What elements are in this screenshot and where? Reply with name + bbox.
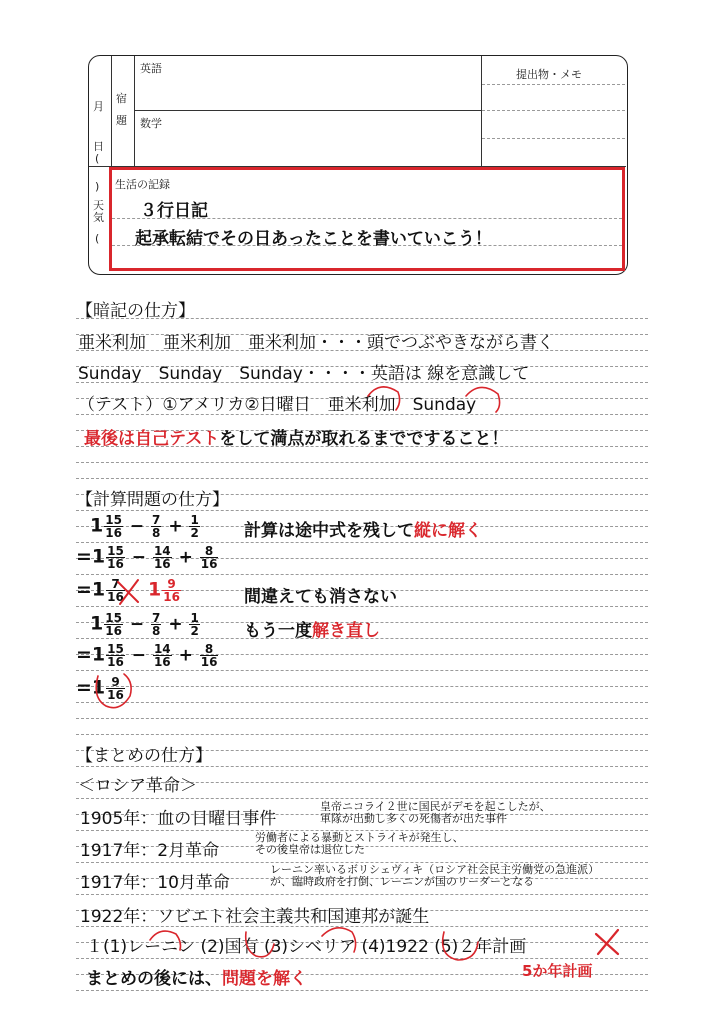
math-line-3-wrong: =1 $\frac{7}{16}$ xyxy=(76,577,124,604)
memo-label: 提出物・メモ xyxy=(516,68,582,81)
ruled-line xyxy=(76,766,648,767)
ruled-line xyxy=(76,574,648,575)
ruled-line xyxy=(76,670,648,671)
event-3: 1917年：10月革命 xyxy=(80,873,230,893)
event-1-note: 皇帝ニコライ２世に国民がデモを起こしたが、 軍隊が出動し多くの死傷者が出た事件 xyxy=(320,800,551,825)
math-correction: 1 $\frac{9}{16}$ xyxy=(148,577,180,604)
math-line-2: =1 $\frac{15}{16}$ − $\frac{14}{16}$ + $\frac{8}{16}$ xyxy=(76,544,218,571)
month-label: 月 xyxy=(93,100,104,113)
event-2-note: 労働者による暴動とストライキが発生し、 その後皇帝は退位した xyxy=(255,831,464,856)
divider xyxy=(481,56,482,166)
math-line-6-answer: =1 $\frac{9}{16}$ xyxy=(76,675,124,702)
english-label: 英語 xyxy=(140,62,162,75)
weather-label: 天気 xyxy=(93,199,104,224)
ruled-line xyxy=(76,894,648,895)
event-3-note: レーニン率いるボリシェヴィキ（ロシア社会民主労働党の急進派） が、臨時政府を打倒、レーニンが国のリーダーとなる xyxy=(270,863,600,888)
event-2: 1917年：2月革命 xyxy=(80,841,220,861)
memo-line xyxy=(482,110,625,111)
self-test-rest: をして満点が取れるまでですること！ xyxy=(219,429,509,449)
ruled-line xyxy=(76,510,648,511)
self-test-emphasis: 最後は自己テスト xyxy=(84,429,220,449)
math-label: 数学 xyxy=(140,117,162,130)
quiz-answers: １(1)レーニン (2)国有 (3)シベリア (4)1922 (5)２年計画 xyxy=(86,937,527,957)
section-heading-calculation: 【計算問題の仕方】 xyxy=(76,490,229,510)
section-heading-memorize: 【暗記の仕方】 xyxy=(76,301,195,321)
memorize-line-2: Sunday Sunday Sunday・・・・英語は 線を意識して xyxy=(78,364,530,384)
summary-subheading: ＜ロシア革命＞ xyxy=(78,776,197,796)
summary-footer: まとめの後には、問題を解く xyxy=(86,969,307,989)
ruled-line xyxy=(76,702,648,703)
homework-label: 宿題 xyxy=(116,92,127,127)
life-record-label: 生活の記録 xyxy=(115,178,170,191)
memorize-line-3: （テスト）①アメリカ②日曜日 亜米利加 Sunday xyxy=(78,395,477,415)
ruled-line xyxy=(76,478,648,479)
ruled-line xyxy=(76,734,648,735)
divider xyxy=(111,56,112,166)
ruled-line xyxy=(76,798,648,799)
day-label: 日 xyxy=(93,140,104,153)
paren-open-2: ( xyxy=(95,232,100,245)
memo-line xyxy=(482,84,625,85)
divider xyxy=(134,110,482,111)
event-4: 1922年：ソビエト社会主義共和国連邦が誕生 xyxy=(80,907,430,927)
ruled-line xyxy=(76,686,648,687)
math-line-1: 1 $\frac{15}{16}$ − $\frac{7}{8}$ + $\frac{1}{2}$ xyxy=(90,513,199,540)
diary-instruction: 起承転結でその日あったことを書いていこう！ xyxy=(135,229,492,249)
calc-note-1: 計算は途中式を残して縦に解く xyxy=(244,521,482,541)
ruled-line xyxy=(76,990,648,991)
calc-note-2: 間違えても消さない xyxy=(244,587,397,607)
ruled-line xyxy=(76,462,648,463)
divider xyxy=(134,56,135,166)
math-line-4: 1 $\frac{15}{16}$ − $\frac{7}{8}$ + $\frac{1}{2}$ xyxy=(90,611,199,638)
ruled-line xyxy=(76,542,648,543)
memorize-line-4 xyxy=(84,424,508,449)
ruled-line xyxy=(76,718,648,719)
ruled-line xyxy=(76,958,648,959)
paren-open: ( xyxy=(95,152,100,165)
correction-note: 5か年計画 xyxy=(522,962,593,980)
diary-title: ３行日記 xyxy=(140,201,208,221)
calc-note-3: もう一度解き直し xyxy=(244,621,380,641)
math-line-5: =1 $\frac{15}{16}$ − $\frac{14}{16}$ + $\frac{8}{16}$ xyxy=(76,642,218,669)
memorize-line-1: 亜米利加 亜米利加 亜米利加・・・頭でつぶやきながら書く xyxy=(78,333,554,353)
memo-line xyxy=(482,138,625,139)
event-1: 1905年：血の日曜日事件 xyxy=(80,809,277,829)
section-heading-summary: 【まとめの仕方】 xyxy=(76,746,212,766)
paren-close: ) xyxy=(95,180,100,193)
